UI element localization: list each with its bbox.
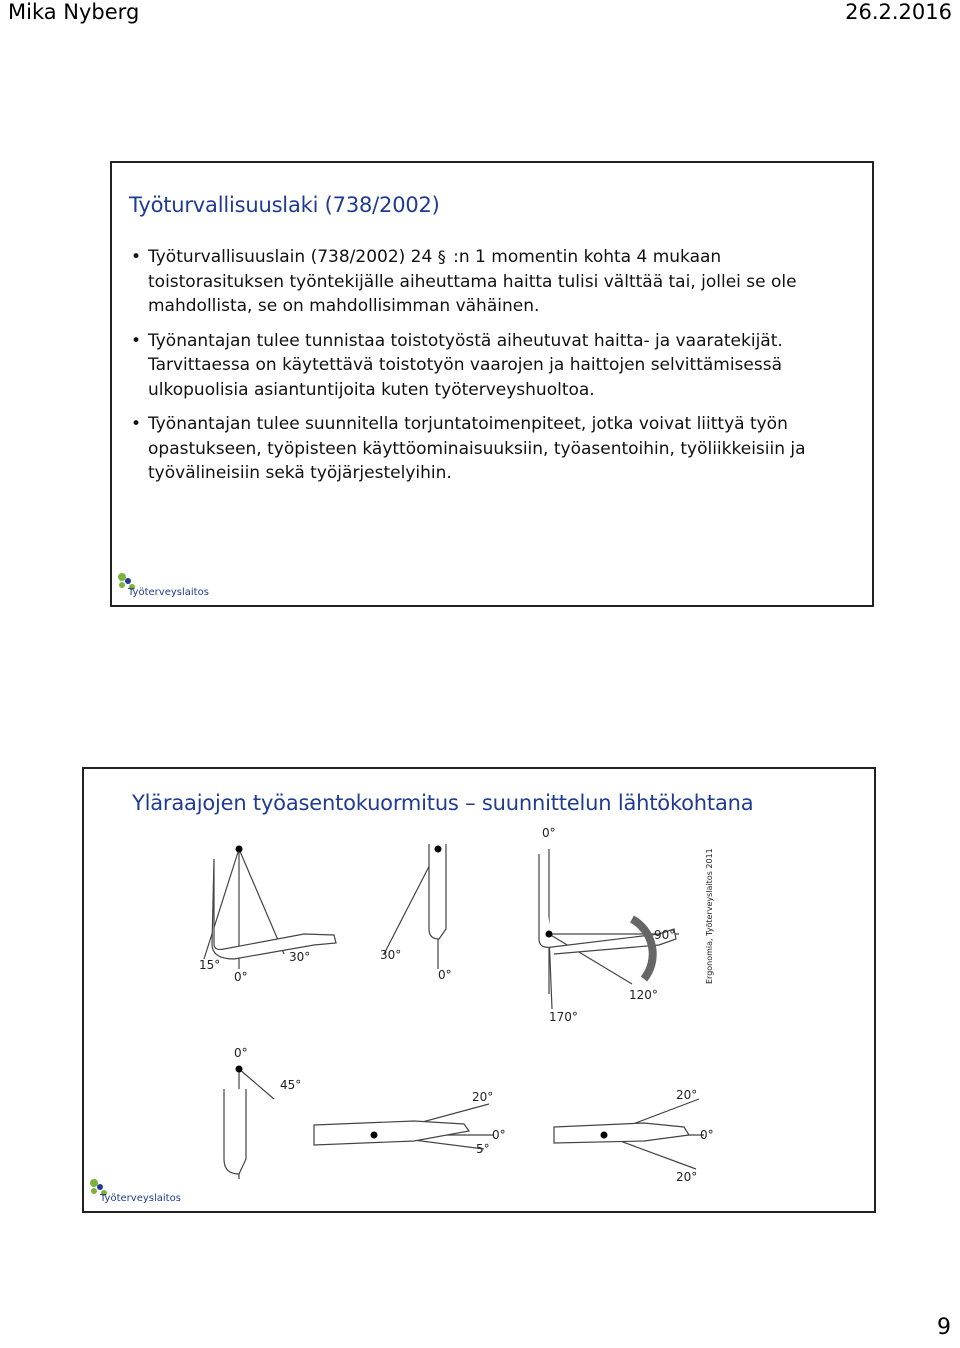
label-elbow-170: 170° [549,1010,578,1024]
label-deviation-20-top: 20° [676,1088,698,1102]
slide-1-title: Työturvallisuuslaki (738/2002) [129,193,440,217]
slide-1 [110,161,874,607]
tyoterveyslaitos-logo [112,571,209,601]
label-shoulder-flex: 30° [289,950,311,964]
shoulder-ext-line [204,849,239,959]
logo-text: Työterveyslaitos [100,1193,181,1204]
bullet-list [129,245,829,496]
label-elbow-90: 90° [654,928,676,942]
label-arm-zero: 0° [438,968,452,982]
bullet-item: • Työturvallisuuslain (738/2002) 24 § :n 1 momentin kohta 4 mukaan toistorasituksen työntekijälle aiheuttama haitta tulisi välttää tai, jollei se ole mahdollista, se on mahdollisimman vähäinen. [129,245,829,319]
elbow-arc [632,919,653,979]
logo-text: Työterveyslaitos [128,587,209,598]
label-elbow-top: 0° [542,826,556,840]
label-wrist-20: 20° [472,1090,494,1104]
tyoterveyslaitos-logo [84,1177,181,1207]
page-number: 9 [937,1315,951,1340]
bullet-item: • Työnantajan tulee tunnistaa toistotyöstä aiheutuvat haitta- ja vaaratekijät. Tarvittaessa on käytettävä toistotyön vaarojen ja haittojen selvittämisessä ulkopuolisia asiantuntijoita kuten työterveyshuoltoa. [129,329,829,403]
date: 26.2.2016 [845,0,952,24]
author-name: Mika Nyberg [8,0,140,24]
label-forearm-45: 45° [280,1078,302,1092]
label-forearm-zero: 0° [234,1046,248,1060]
label-deviation-0: 0° [700,1128,714,1142]
label-elbow-120: 120° [629,988,658,1002]
section-symbol: § [437,247,446,266]
label-arm-ab: 30° [380,948,402,962]
copyright-note: Ergonomia, Työterveyslaitos 2011 [705,848,714,984]
label-shoulder-ext: 15° [199,958,221,972]
label-wrist-5: 5° [476,1142,490,1156]
label-wrist-0: 0° [492,1128,506,1142]
posture-figure [84,769,874,1209]
label-shoulder-zero: 0° [234,970,248,984]
slide-2-title: Yläraajojen työasentokuormitus – suunnittelun lähtökohtana [132,791,754,815]
bullet-item: • Työnantajan tulee suunnitella torjuntatoimenpiteet, jotka voivat liittyä työn opastukseen, työpisteen käyttöominaisuuksiin, työasentoihin, työliikkeisiin ja työvälineisiin sekä työjärjestelyihin. [129,412,829,486]
slide-2 [82,767,876,1213]
shoulder-flex-line [239,849,284,954]
label-deviation-20-bottom: 20° [676,1170,698,1184]
